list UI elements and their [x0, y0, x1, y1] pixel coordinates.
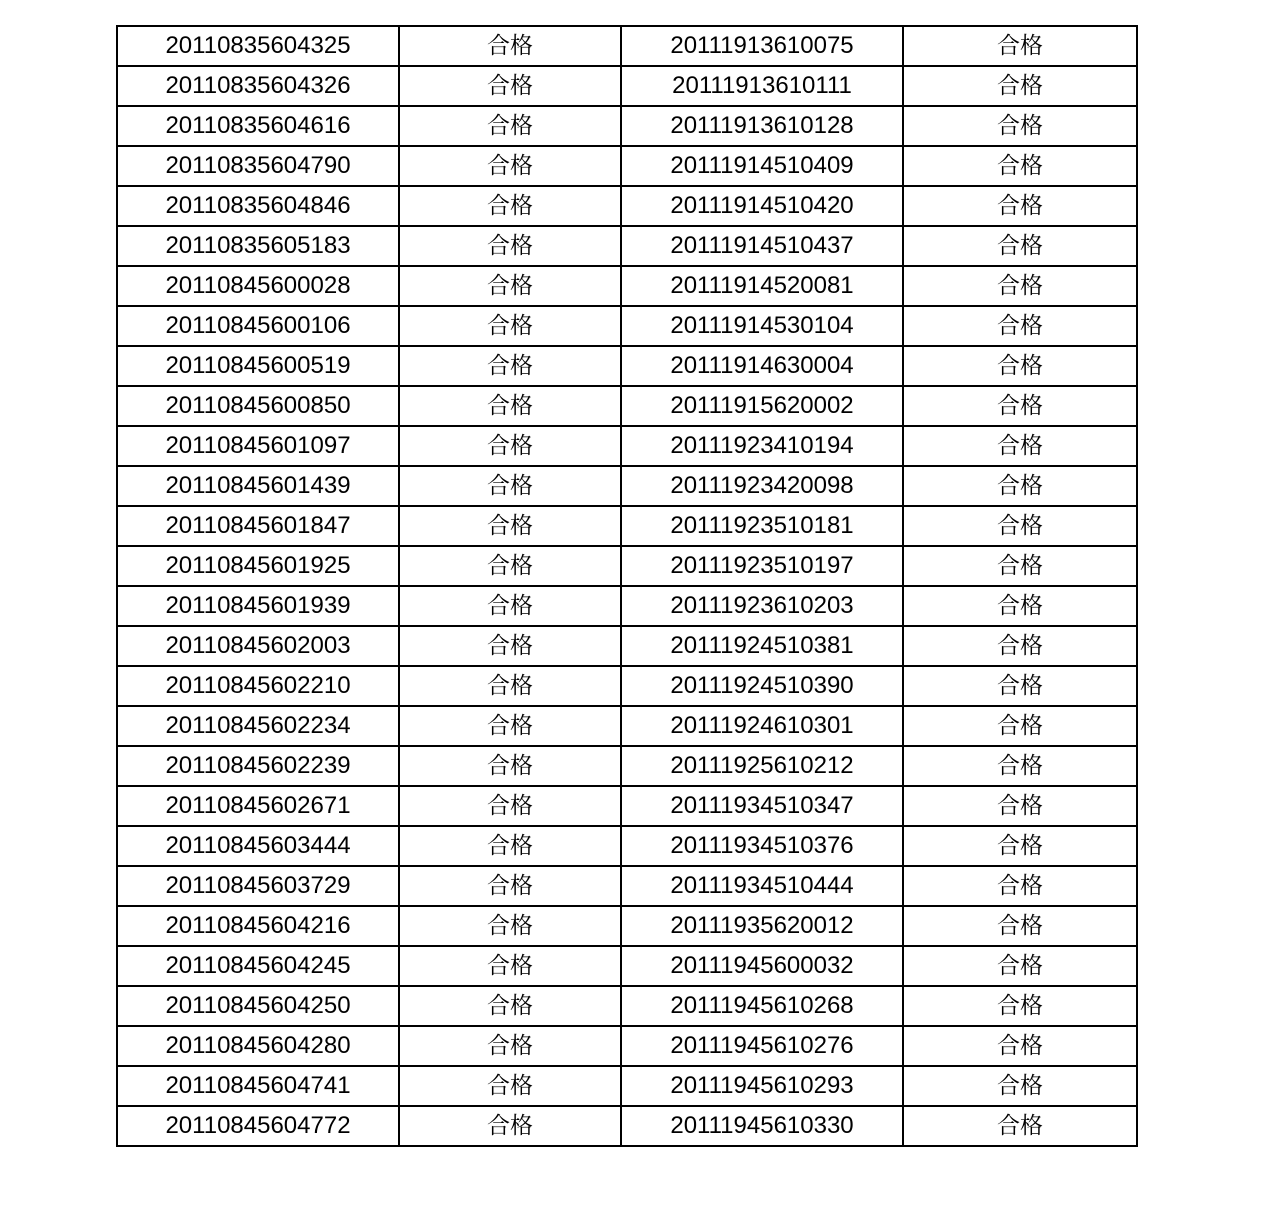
result-status-cell: 合格: [903, 1106, 1137, 1146]
candidate-id-cell: 20110845600519: [117, 346, 399, 386]
candidate-id-cell: 20110835605183: [117, 226, 399, 266]
result-status-cell: 合格: [399, 386, 621, 426]
candidate-id-cell: 20110845604772: [117, 1106, 399, 1146]
candidate-id-cell: 20111945610268: [621, 986, 903, 1026]
table-row: [117, 266, 1137, 306]
candidate-id-cell: 20110845604216: [117, 906, 399, 946]
candidate-id-cell: 20111914630004: [621, 346, 903, 386]
candidate-id-cell: 20110845602239: [117, 746, 399, 786]
result-status-cell: 合格: [903, 306, 1137, 346]
result-status-cell: 合格: [903, 426, 1137, 466]
result-status-cell: 合格: [903, 586, 1137, 626]
candidate-id-cell: 20110845600106: [117, 306, 399, 346]
candidate-id-cell: 20111935620012: [621, 906, 903, 946]
candidate-id-cell: 20111945610330: [621, 1106, 903, 1146]
table-row: [117, 106, 1137, 146]
result-status-cell: 合格: [903, 346, 1137, 386]
candidate-id-cell: 20110835604790: [117, 146, 399, 186]
table-row: [117, 946, 1137, 986]
result-status-cell: 合格: [399, 1106, 621, 1146]
result-status-cell: 合格: [399, 546, 621, 586]
result-status-cell: 合格: [903, 506, 1137, 546]
candidate-id-cell: 20110845604250: [117, 986, 399, 1026]
table-row: [117, 466, 1137, 506]
candidate-id-cell: 20111923510197: [621, 546, 903, 586]
candidate-id-cell: 20110835604846: [117, 186, 399, 226]
result-status-cell: 合格: [903, 1066, 1137, 1106]
candidate-id-cell: 20111923420098: [621, 466, 903, 506]
result-status-cell: 合格: [903, 866, 1137, 906]
result-status-cell: 合格: [903, 106, 1137, 146]
candidate-id-cell: 20110835604325: [117, 26, 399, 66]
result-status-cell: 合格: [903, 66, 1137, 106]
table-row: [117, 146, 1137, 186]
table-row: [117, 866, 1137, 906]
table-row: [117, 826, 1137, 866]
result-status-cell: 合格: [399, 946, 621, 986]
candidate-id-cell: 20110845602003: [117, 626, 399, 666]
result-status-cell: 合格: [399, 786, 621, 826]
result-status-cell: 合格: [903, 26, 1137, 66]
result-status-cell: 合格: [399, 266, 621, 306]
result-status-cell: 合格: [903, 466, 1137, 506]
table-row: [117, 626, 1137, 666]
candidate-id-cell: 20111945610293: [621, 1066, 903, 1106]
result-status-cell: 合格: [399, 1066, 621, 1106]
result-status-cell: 合格: [399, 746, 621, 786]
table-row: [117, 1026, 1137, 1066]
candidate-id-cell: 20111923410194: [621, 426, 903, 466]
candidate-id-cell: 20111923610203: [621, 586, 903, 626]
candidate-id-cell: 20110845602234: [117, 706, 399, 746]
candidate-id-cell: 20111913610111: [621, 66, 903, 106]
result-status-cell: 合格: [399, 466, 621, 506]
result-status-cell: 合格: [903, 146, 1137, 186]
table-row: [117, 346, 1137, 386]
candidate-id-cell: 20110845601847: [117, 506, 399, 546]
candidate-id-cell: 20111914510420: [621, 186, 903, 226]
table-row: [117, 586, 1137, 626]
table-row: [117, 306, 1137, 346]
candidate-id-cell: 20110845601939: [117, 586, 399, 626]
result-status-cell: 合格: [903, 666, 1137, 706]
result-status-cell: 合格: [399, 506, 621, 546]
table-row: [117, 506, 1137, 546]
result-status-cell: 合格: [399, 186, 621, 226]
table-row: [117, 706, 1137, 746]
result-status-cell: 合格: [903, 546, 1137, 586]
candidate-id-cell: 20111915620002: [621, 386, 903, 426]
candidate-id-cell: 20111945600032: [621, 946, 903, 986]
candidate-id-cell: 20111924510390: [621, 666, 903, 706]
result-status-cell: 合格: [399, 906, 621, 946]
table-row: [117, 186, 1137, 226]
result-status-cell: 合格: [399, 306, 621, 346]
candidate-id-cell: 20110845604741: [117, 1066, 399, 1106]
candidate-id-cell: 20110845604245: [117, 946, 399, 986]
candidate-id-cell: 20111914520081: [621, 266, 903, 306]
candidate-id-cell: 20110845600850: [117, 386, 399, 426]
candidate-id-cell: 20111934510444: [621, 866, 903, 906]
candidate-id-cell: 20110835604616: [117, 106, 399, 146]
result-status-cell: 合格: [903, 826, 1137, 866]
candidate-id-cell: 20110845601925: [117, 546, 399, 586]
result-status-cell: 合格: [399, 226, 621, 266]
result-status-cell: 合格: [903, 746, 1137, 786]
result-status-cell: 合格: [903, 946, 1137, 986]
result-status-cell: 合格: [399, 706, 621, 746]
result-status-cell: 合格: [399, 866, 621, 906]
result-status-cell: 合格: [903, 706, 1137, 746]
candidate-id-cell: 20111923510181: [621, 506, 903, 546]
candidate-id-cell: 20111914510437: [621, 226, 903, 266]
table-row: [117, 786, 1137, 826]
result-status-cell: 合格: [903, 906, 1137, 946]
result-status-cell: 合格: [903, 626, 1137, 666]
result-status-cell: 合格: [399, 146, 621, 186]
candidate-id-cell: 20111924510381: [621, 626, 903, 666]
result-status-cell: 合格: [399, 986, 621, 1026]
table-row: [117, 986, 1137, 1026]
result-status-cell: 合格: [903, 186, 1137, 226]
table-row: [117, 1066, 1137, 1106]
candidate-id-cell: 20110845602210: [117, 666, 399, 706]
results-table-body: [117, 26, 1137, 1146]
table-row: [117, 26, 1137, 66]
table-row: [117, 66, 1137, 106]
candidate-id-cell: 20111914510409: [621, 146, 903, 186]
result-status-cell: 合格: [399, 1026, 621, 1066]
result-status-cell: 合格: [399, 826, 621, 866]
result-status-cell: 合格: [903, 226, 1137, 266]
result-status-cell: 合格: [399, 346, 621, 386]
table-row: [117, 546, 1137, 586]
table-row: [117, 426, 1137, 466]
candidate-id-cell: 20111925610212: [621, 746, 903, 786]
result-status-cell: 合格: [903, 786, 1137, 826]
candidate-id-cell: 20110845601097: [117, 426, 399, 466]
results-table: [116, 25, 1138, 1147]
result-status-cell: 合格: [903, 1026, 1137, 1066]
result-status-cell: 合格: [399, 66, 621, 106]
candidate-id-cell: 20111913610128: [621, 106, 903, 146]
table-row: [117, 666, 1137, 706]
result-status-cell: 合格: [903, 386, 1137, 426]
candidate-id-cell: 20110845602671: [117, 786, 399, 826]
result-status-cell: 合格: [399, 426, 621, 466]
candidate-id-cell: 20111945610276: [621, 1026, 903, 1066]
result-status-cell: 合格: [903, 266, 1137, 306]
table-row: [117, 386, 1137, 426]
candidate-id-cell: 20111934510347: [621, 786, 903, 826]
table-row: [117, 1106, 1137, 1146]
result-status-cell: 合格: [399, 106, 621, 146]
result-status-cell: 合格: [903, 986, 1137, 1026]
result-status-cell: 合格: [399, 626, 621, 666]
candidate-id-cell: 20110845604280: [117, 1026, 399, 1066]
table-row: [117, 226, 1137, 266]
table-row: [117, 746, 1137, 786]
candidate-id-cell: 20111913610075: [621, 26, 903, 66]
candidate-id-cell: 20111934510376: [621, 826, 903, 866]
result-status-cell: 合格: [399, 666, 621, 706]
candidate-id-cell: 20110845603444: [117, 826, 399, 866]
candidate-id-cell: 20110845601439: [117, 466, 399, 506]
candidate-id-cell: 20111924610301: [621, 706, 903, 746]
candidate-id-cell: 20111914530104: [621, 306, 903, 346]
result-status-cell: 合格: [399, 26, 621, 66]
candidate-id-cell: 20110845603729: [117, 866, 399, 906]
candidate-id-cell: 20110835604326: [117, 66, 399, 106]
candidate-id-cell: 20110845600028: [117, 266, 399, 306]
table-row: [117, 906, 1137, 946]
result-status-cell: 合格: [399, 586, 621, 626]
